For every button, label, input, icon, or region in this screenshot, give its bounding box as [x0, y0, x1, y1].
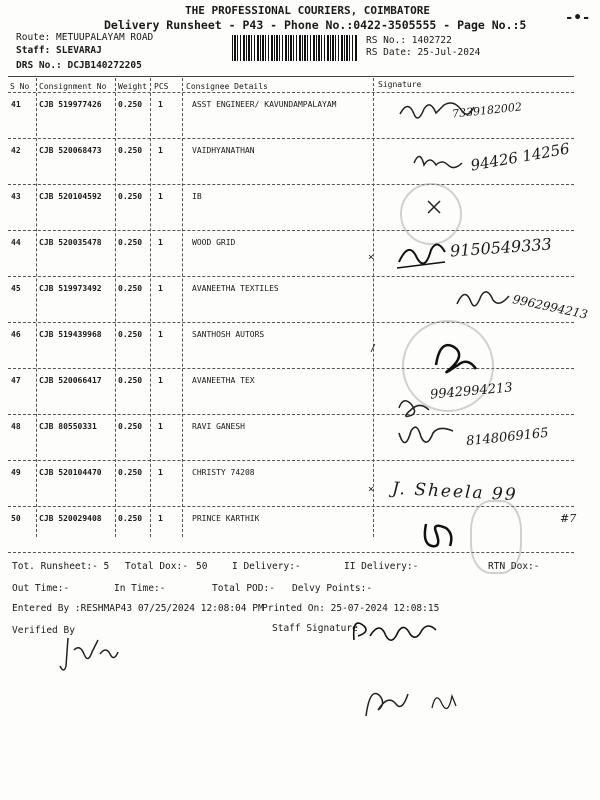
- row-divider: [8, 276, 574, 277]
- tick-mark: ×: [368, 252, 375, 263]
- col-divider: [150, 78, 151, 537]
- cell-consignment-no: CJB 80550331: [39, 422, 97, 431]
- cell-sno: 41: [11, 100, 21, 109]
- signature-phone: 9942994213: [429, 380, 514, 403]
- verified-by-label: Verified By: [12, 625, 75, 636]
- cell-consignee: CHRISTY 74208: [192, 468, 255, 477]
- rs-number: RS No.: 1402722: [366, 35, 452, 46]
- row-divider: [8, 230, 574, 231]
- cell-sno: 50: [11, 514, 21, 523]
- cell-consignee: AVANEETHA TEXTILES: [192, 284, 279, 293]
- row-divider: [8, 460, 574, 461]
- verifier-signature: [60, 632, 140, 672]
- cell-weight: 0.250: [118, 330, 143, 339]
- cell-pcs: 1: [158, 192, 163, 201]
- row-divider: [8, 138, 574, 139]
- tick-mark: /: [370, 343, 377, 354]
- tot-runsheet: Tot. Runsheet:- 5: [12, 561, 110, 572]
- cell-weight: 0.250: [118, 238, 143, 247]
- company-title: THE PROFESSIONAL COURIERS, COIMBATORE: [185, 4, 431, 17]
- signature-phone: 7339182002: [451, 100, 523, 121]
- signature-scribble: [455, 284, 515, 314]
- ii-delivery-label: II Delivery:-: [344, 561, 419, 572]
- cell-consignment-no: CJB 519973492: [39, 284, 102, 293]
- col-header-signature: Signature: [378, 80, 422, 89]
- cell-weight: 0.250: [118, 100, 143, 109]
- signature-scribble: [393, 392, 433, 422]
- cell-pcs: 1: [158, 468, 163, 477]
- cell-pcs: 1: [158, 376, 163, 385]
- cell-pcs: 1: [158, 100, 163, 109]
- cell-weight: 0.250: [118, 146, 143, 155]
- cell-consignment-no: CJB 520066417: [39, 376, 102, 385]
- corner-mark: -•-: [565, 10, 591, 26]
- cell-consignment-no: CJB 520029408: [39, 514, 102, 523]
- staff-signature-label: Staff Signature: [272, 623, 358, 634]
- cell-consignee: VAIDHYANATHAN: [192, 146, 255, 155]
- total-dox-label: Total Dox:-: [125, 561, 188, 572]
- total-pod-label: Total POD:-: [212, 583, 275, 594]
- col-divider: [115, 78, 116, 537]
- cell-sno: 45: [11, 284, 21, 293]
- staff-signature: [350, 612, 460, 652]
- col-header-weight: Weight: [118, 82, 147, 91]
- cell-consignee: WOOD GRID: [192, 238, 236, 247]
- cell-consignee: SANTHOSH AUTORS: [192, 330, 265, 339]
- cell-pcs: 1: [158, 238, 163, 247]
- col-header-pcs: PCS: [154, 82, 169, 91]
- signature-phone: 9150549333: [449, 234, 553, 261]
- signature-scribble: [395, 425, 465, 455]
- signature-phone: 9962994213: [511, 292, 589, 322]
- cell-weight: 0.250: [118, 468, 143, 477]
- cell-sno: 43: [11, 192, 21, 201]
- signature-scribble: [430, 335, 480, 380]
- printed-on: Printed On: 25-07-2024 12:08:15: [262, 603, 440, 614]
- cell-consignment-no: CJB 520068473: [39, 146, 102, 155]
- staff-label: Staff: SLEVARAJ: [16, 45, 102, 56]
- col-divider: [182, 78, 183, 537]
- cell-consignee: RAVI GANESH: [192, 422, 245, 431]
- signature-scribble: [425, 198, 445, 218]
- cell-sno: 49: [11, 468, 21, 477]
- col-divider: [373, 78, 374, 537]
- cell-pcs: 1: [158, 330, 163, 339]
- runsheet-heading: Delivery Runsheet - P43 - Phone No.:0422-3505555 - Page No.:5: [104, 18, 527, 32]
- signature-scribble: [395, 238, 450, 273]
- cell-weight: 0.250: [118, 376, 143, 385]
- cell-weight: 0.250: [118, 284, 143, 293]
- col-header-consignment: Consignment No: [39, 82, 107, 91]
- cell-consignee: AVANEETHA TEX: [192, 376, 255, 385]
- handwritten-note: [428, 684, 462, 714]
- col-divider: [36, 78, 37, 537]
- cell-weight: 0.250: [118, 192, 143, 201]
- in-time-label: In Time:-: [114, 583, 166, 594]
- handwritten-note: [360, 676, 420, 726]
- row-divider: [8, 184, 574, 185]
- cell-sno: 48: [11, 422, 21, 431]
- cell-consignee: ASST ENGINEER/ KAVUNDAMPALAYAM: [192, 100, 337, 109]
- cell-sno: 47: [11, 376, 21, 385]
- barcode: [232, 35, 358, 61]
- table-top-border: [8, 76, 574, 77]
- cell-consignment-no: CJB 519977426: [39, 100, 102, 109]
- cell-consignee: IB: [192, 192, 202, 201]
- col-header-consignee: Consignee Details: [186, 82, 268, 91]
- cell-weight: 0.250: [118, 422, 143, 431]
- signature-phone: 8148069165: [465, 425, 550, 450]
- out-time-label: Out Time:-: [12, 583, 70, 594]
- cell-pcs: 1: [158, 284, 163, 293]
- table-header-divider: [8, 92, 574, 93]
- entered-by: Entered By :RESHMAP43 07/25/2024 12:08:04 PM: [12, 603, 264, 614]
- rs-date: RS Date: 25-Jul-2024: [366, 47, 481, 58]
- signature-name: J. Sheela 99: [391, 478, 519, 506]
- row-divider: [8, 414, 574, 415]
- signature-note: #7: [560, 512, 577, 525]
- cell-sno: 44: [11, 238, 21, 247]
- cell-pcs: 1: [158, 514, 163, 523]
- tick-mark: ×: [368, 484, 375, 495]
- rtn-dox-label: RTN Dox:-: [488, 561, 540, 572]
- cell-pcs: 1: [158, 422, 163, 431]
- col-header-sno: S No: [10, 82, 30, 91]
- signature-scribble: [412, 145, 472, 175]
- cell-consignment-no: CJB 520104470: [39, 468, 102, 477]
- signature-scribble: [418, 518, 458, 554]
- delvy-points-label: Delvy Points:-: [292, 583, 373, 594]
- cell-sno: 42: [11, 146, 21, 155]
- cell-consignment-no: CJB 520035478: [39, 238, 102, 247]
- drs-number: DRS No.: DCJB140272205: [16, 60, 142, 71]
- route-label: Route: METUUPALAYAM ROAD: [16, 32, 154, 43]
- row-divider: [8, 322, 574, 323]
- cell-pcs: 1: [158, 146, 163, 155]
- signature-phone: 94426 14256: [469, 139, 572, 175]
- i-delivery-label: I Delivery:-: [232, 561, 301, 572]
- cell-consignee: PRINCE KARTHIK: [192, 514, 260, 523]
- cell-consignment-no: CJB 520104592: [39, 192, 102, 201]
- cell-sno: 46: [11, 330, 21, 339]
- cell-consignment-no: CJB 519439968: [39, 330, 102, 339]
- total-dox-value: 50: [196, 561, 208, 572]
- cell-weight: 0.250: [118, 514, 143, 523]
